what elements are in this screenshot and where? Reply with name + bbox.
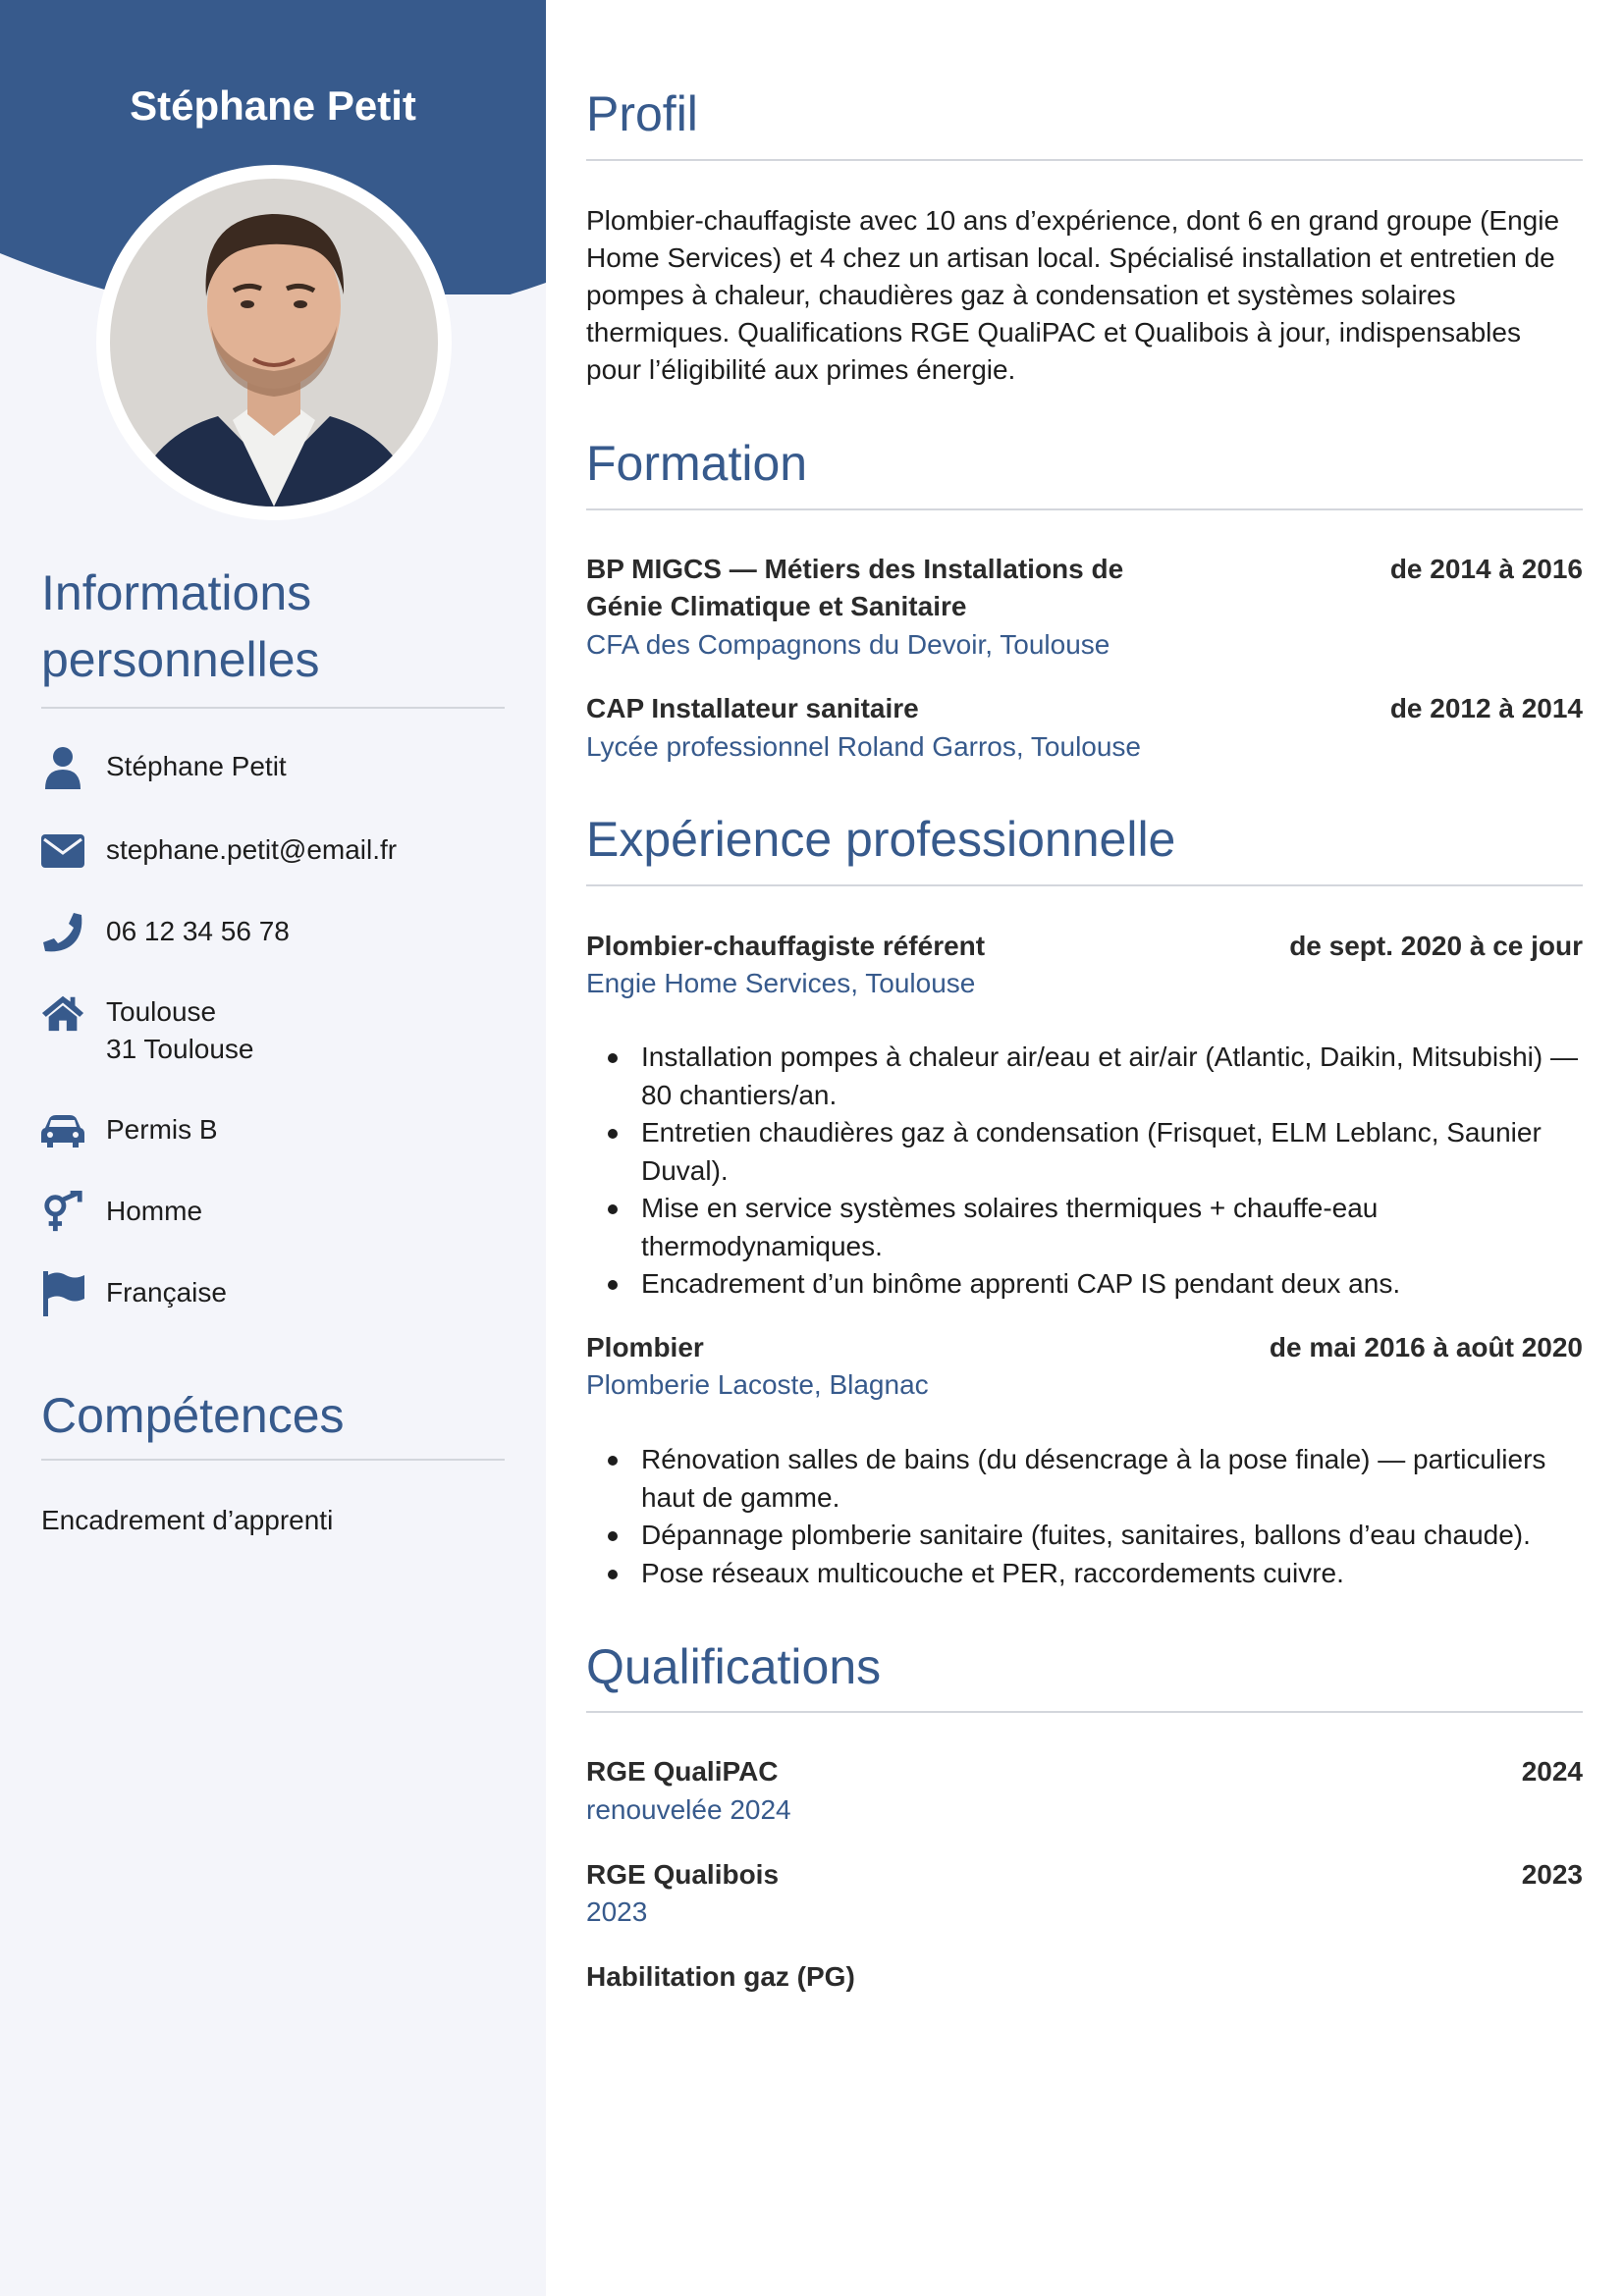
education-title: CAP Installateur sanitaire <box>586 693 919 723</box>
envelope-icon <box>41 829 84 873</box>
education-school: CFA des Compagnons du Devoir, Toulouse <box>586 629 1110 660</box>
info-name: Stéphane Petit <box>106 751 287 781</box>
divider <box>41 707 505 709</box>
info-license-row <box>41 1109 218 1152</box>
qualification-title: Habilitation gaz (PG) <box>586 1961 855 1992</box>
list-item: Mise en service systèmes solaires thermiques + chauffe-eau thermodynamiques. <box>586 1190 1583 1265</box>
info-email[interactable]: stephane.petit@email.fr <box>106 834 398 865</box>
phone-icon <box>41 911 84 954</box>
portrait-photo <box>110 179 438 507</box>
skills-heading: Compétences <box>41 1388 345 1443</box>
list-item: Rénovation salles de bains (du désencrage à la pose finale) — particuliers haut de gamme. <box>586 1441 1583 1517</box>
job-tasks-list <box>586 1441 1583 1592</box>
info-nationality-row <box>41 1272 227 1315</box>
job-company: Plomberie Lacoste, Blagnac <box>586 1369 929 1400</box>
job-title: Plombier-chauffagiste référent <box>586 931 986 961</box>
qualification-note: 2023 <box>586 1896 648 1927</box>
info-gender-row <box>41 1191 202 1234</box>
job-title: Plombier <box>586 1332 704 1362</box>
job-date: de mai 2016 à août 2020 <box>1269 1332 1583 1362</box>
skill-item: Encadrement d’apprenti <box>41 1505 334 1535</box>
qualification-title: RGE QualiPAC <box>586 1756 779 1787</box>
list-item: Installation pompes à chaleur air/eau et air/air (Atlantic, Daikin, Mitsubishi) — 80 chantiers/an. <box>586 1039 1583 1114</box>
education-school: Lycée professionnel Roland Garros, Toulouse <box>586 731 1142 762</box>
education-heading: Formation <box>586 436 808 491</box>
info-gender: Homme <box>106 1196 203 1226</box>
list-item: Encadrement d’un binôme apprenti CAP IS pendant deux ans. <box>586 1265 1583 1304</box>
info-name-row <box>41 746 287 789</box>
info-phone-row <box>41 911 290 954</box>
education-date: de 2014 à 2016 <box>1389 554 1583 584</box>
divider <box>586 159 1583 161</box>
education-date: de 2012 à 2014 <box>1389 693 1583 723</box>
education-title-line2: Génie Climatique et Sanitaire <box>586 591 967 621</box>
info-address <box>106 991 254 1068</box>
info-address-line2: 31 Toulouse <box>106 1034 254 1064</box>
profile-heading: Profil <box>586 86 698 141</box>
info-license: Permis B <box>106 1114 218 1145</box>
personal-info-heading-line2: personnelles <box>41 632 320 687</box>
list-item: Entretien chaudières gaz à condensation (Frisquet, ELM Leblanc, Saunier Duval). <box>586 1114 1583 1190</box>
info-nationality: Française <box>106 1277 227 1308</box>
info-email-row <box>41 829 397 873</box>
list-item: Dépannage plomberie sanitaire (fuites, sanitaires, ballons d’eau chaude). <box>586 1517 1583 1555</box>
info-address-row <box>41 991 254 1068</box>
experience-heading: Expérience professionnelle <box>586 812 1176 867</box>
job-date: de sept. 2020 à ce jour <box>1289 931 1583 961</box>
job-company: Engie Home Services, Toulouse <box>586 968 976 998</box>
profile-summary: Plombier-chauffagiste avec 10 ans d’expérience, dont 6 en grand groupe (Engie Home Services) et 4 chez un artisan local. Spécialisé installation et entretien de pompes à chaleur, chaudières gaz à condensation et systèmes solaires thermiques. Qualifications RGE QualiPAC et Qualibois à jour, indispensables pour l’éligibilité aux primes énergie. <box>586 205 1560 385</box>
personal-info-section <box>41 560 505 709</box>
education-title <box>586 551 1123 625</box>
car-icon <box>41 1109 84 1152</box>
candidate-name: Stéphane Petit <box>130 82 416 129</box>
divider <box>586 884 1583 886</box>
divider <box>586 1711 1583 1713</box>
education-title-line1: BP MIGCS — Métiers des Installations de <box>586 554 1124 584</box>
divider <box>586 508 1583 510</box>
photo-frame <box>96 165 452 520</box>
info-phone[interactable]: 06 12 34 56 78 <box>106 916 290 946</box>
qualifications-heading: Qualifications <box>586 1639 882 1694</box>
personal-info-heading-line1: Informations <box>41 565 312 620</box>
divider <box>41 1459 505 1461</box>
qualification-year: 2023 <box>1521 1859 1583 1890</box>
qualification-title: RGE Qualibois <box>586 1859 780 1890</box>
personal-info-heading <box>41 560 505 693</box>
home-icon <box>41 991 84 1035</box>
qualification-year: 2024 <box>1521 1756 1583 1787</box>
user-icon <box>41 746 84 789</box>
info-address-line1: Toulouse <box>106 996 217 1027</box>
sidebar <box>0 0 546 2296</box>
flag-icon <box>41 1272 84 1315</box>
job-tasks-list <box>586 1039 1583 1304</box>
list-item: Pose réseaux multicouche et PER, raccordements cuivre. <box>586 1555 1583 1593</box>
skills-section <box>41 1382 505 1461</box>
gender-icon <box>41 1191 84 1234</box>
qualification-note: renouvelée 2024 <box>586 1794 791 1825</box>
